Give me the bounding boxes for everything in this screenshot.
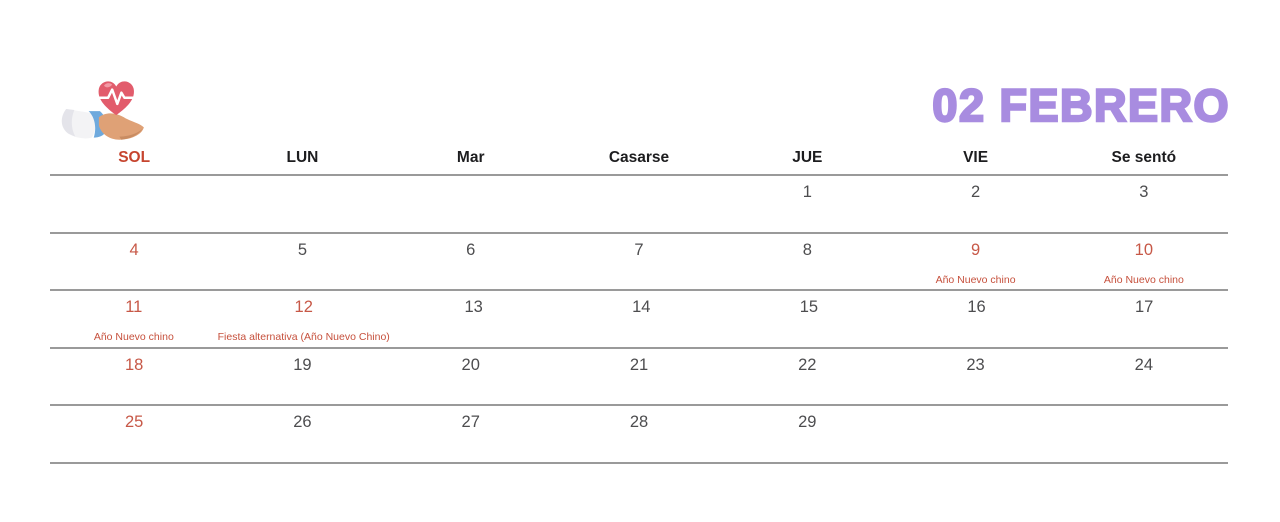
day-cell[interactable] xyxy=(50,406,218,462)
day-cell[interactable] xyxy=(218,234,386,290)
calendar-header-row xyxy=(50,145,1228,176)
day-number: 7 xyxy=(634,240,644,259)
empty-day-cell xyxy=(50,176,218,232)
day-number: 24 xyxy=(1134,355,1154,374)
day-cell[interactable] xyxy=(218,349,386,405)
calendar-week-row xyxy=(50,349,1228,407)
day-number: 9 xyxy=(970,240,981,259)
day-cell[interactable] xyxy=(723,176,891,232)
day-number: 14 xyxy=(632,298,651,316)
day-header-jue: JUE xyxy=(792,149,823,166)
empty-day-cell xyxy=(555,176,723,232)
day-number: 27 xyxy=(461,413,480,431)
day-cell[interactable] xyxy=(555,406,723,462)
day-cell[interactable] xyxy=(891,234,1059,290)
day-cell[interactable] xyxy=(50,291,218,347)
day-cell[interactable] xyxy=(555,234,723,290)
day-number: 6 xyxy=(466,240,476,259)
day-cell[interactable] xyxy=(557,291,725,347)
day-number: 8 xyxy=(802,240,812,259)
holiday-label: Año Nuevo chino xyxy=(1103,273,1184,286)
empty-day-cell xyxy=(1060,406,1228,462)
day-header-casarse: Casarse xyxy=(608,149,670,166)
calendar-week-row xyxy=(50,291,1228,349)
day-number: 29 xyxy=(798,413,817,431)
day-cell[interactable] xyxy=(387,234,555,290)
day-number: 16 xyxy=(967,298,986,316)
day-header-vie: VIE xyxy=(963,149,989,166)
calendar xyxy=(50,145,1228,464)
empty-day-cell xyxy=(387,176,555,232)
day-number: 25 xyxy=(124,413,144,431)
hand-holding-heart-icon xyxy=(58,72,150,144)
day-number: 2 xyxy=(970,183,981,201)
day-number: 22 xyxy=(798,355,817,374)
calendar-body xyxy=(50,176,1228,464)
day-cell[interactable] xyxy=(1060,291,1228,347)
empty-day-cell xyxy=(891,406,1059,462)
day-header-sol: SOL xyxy=(118,149,151,166)
day-cell[interactable] xyxy=(1060,234,1228,290)
day-header-mar: Mar xyxy=(456,149,485,166)
day-number: 17 xyxy=(1134,298,1154,316)
holiday-label: Año Nuevo chino xyxy=(935,273,1016,286)
day-number: 20 xyxy=(461,355,480,374)
day-cell[interactable] xyxy=(891,176,1059,232)
day-number: 10 xyxy=(1134,240,1154,259)
day-number: 3 xyxy=(1139,183,1149,201)
day-cell[interactable] xyxy=(1060,349,1228,405)
day-number: 13 xyxy=(464,298,483,316)
day-number: 1 xyxy=(802,183,812,201)
day-cell[interactable] xyxy=(723,234,891,290)
day-header-se-sentó: Se sentó xyxy=(1111,149,1177,166)
day-cell[interactable] xyxy=(555,349,723,405)
day-number: 5 xyxy=(297,240,308,259)
day-number: 23 xyxy=(966,355,985,374)
day-number: 18 xyxy=(124,355,144,374)
day-cell[interactable] xyxy=(218,406,386,462)
day-header-lun: LUN xyxy=(286,149,319,166)
day-number: 15 xyxy=(799,298,819,316)
day-number: 11 xyxy=(125,298,143,316)
calendar-week-row xyxy=(50,176,1228,234)
day-cell[interactable] xyxy=(387,406,555,462)
day-number: 12 xyxy=(294,298,313,316)
day-number: 19 xyxy=(293,355,312,374)
month-title: 02 FEBRERO xyxy=(932,80,1230,131)
day-cell[interactable] xyxy=(387,349,555,405)
empty-day-cell xyxy=(218,176,386,232)
day-cell[interactable] xyxy=(723,349,891,405)
day-cell[interactable] xyxy=(1060,176,1228,232)
day-cell[interactable] xyxy=(50,234,218,290)
day-cell[interactable] xyxy=(390,291,558,347)
day-cell[interactable] xyxy=(725,291,893,347)
holiday-label: Fiesta alternativa (Año Nuevo Chino) xyxy=(217,331,390,344)
day-number: 26 xyxy=(293,413,312,431)
day-number: 4 xyxy=(129,240,139,259)
day-cell[interactable] xyxy=(50,349,218,405)
day-cell[interactable] xyxy=(723,406,891,462)
holiday-label: Año Nuevo chino xyxy=(93,331,174,344)
calendar-week-row xyxy=(50,234,1228,292)
day-cell[interactable] xyxy=(218,291,390,347)
day-number: 28 xyxy=(629,413,649,431)
day-cell[interactable] xyxy=(891,349,1059,405)
calendar-week-row xyxy=(50,406,1228,464)
day-cell[interactable] xyxy=(893,291,1061,347)
day-number: 21 xyxy=(629,355,649,374)
